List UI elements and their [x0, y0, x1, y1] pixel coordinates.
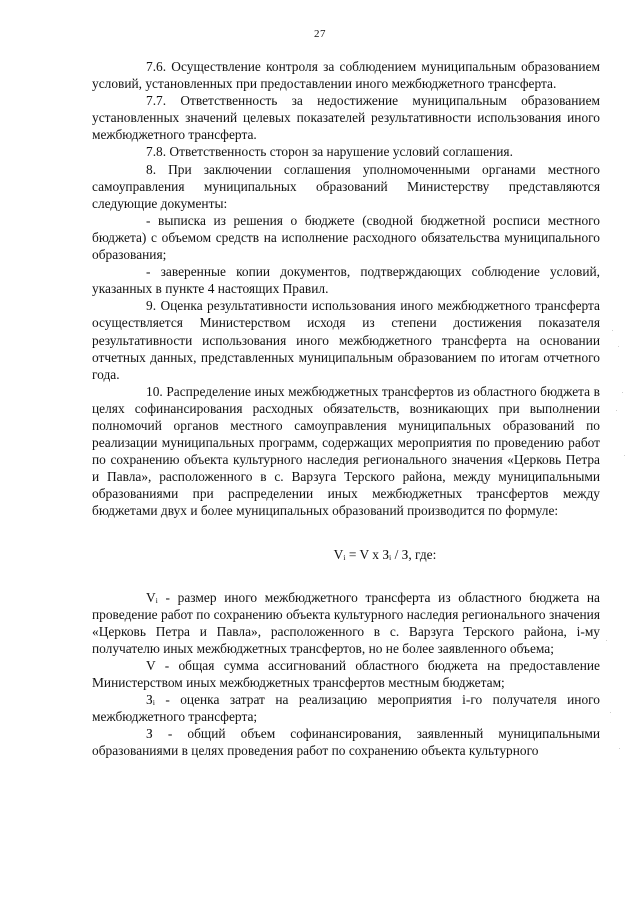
scan-speck: [616, 410, 617, 411]
scan-speck: [618, 346, 619, 347]
list-item-extract: - выписка из решения о бюджете (сводной бюджетной росписи местного бюджета) с объемом средств на исполнение расходного обязательства муниципального образования;: [92, 212, 600, 263]
formula: Vᵢ = V x Зᵢ / З, где:: [333, 546, 437, 562]
paragraph-7-6: 7.6. Осуществление контроля за соблюдением муниципальным образованием условий, установленных при предоставлении иного межбюджетного трансферта.: [92, 59, 600, 92]
scan-speck: [606, 640, 607, 641]
scan-speck: [612, 330, 613, 331]
list-item-certified-copies: - заверенные копии документов, подтверждающих соблюдение условий, указанных в пункте 4 настоящих Правил.: [92, 264, 600, 297]
paragraph-10: 10. Распределение иных межбюджетных трансфертов из областного бюджета в целях софинансирования расходных обязательств, возникающих при выполнении полномочий органов местного самоуправления муниципальных образований по реализации муниципальных программ, содержащих мероприятия по проведению работ по сохранению объекта культурного наследия регионального значения «Церковь Петра и Павла», расположенного в с. Варзуга Терского района, между муниципальными образованиями при распределении иных межбюджетных трансфертов между бюджетами двух и более муниципальных образований производится по формуле:: [92, 383, 600, 519]
paragraph-7-7: 7.7. Ответственность за недостижение муниципальным образованием установленных значений целевых показателей результативности использования иного межбюджетного трансферта.: [92, 93, 600, 143]
scan-speck: [622, 392, 623, 393]
definition-z: З - общий объем софинансирования, заявленный муниципальными образованиями в целях проведения работ по сохранению объекта культурного: [92, 726, 600, 759]
definition-vi: Vᵢ - размер иного межбюджетного трансферта из областного бюджета на проведение работ по сохранению объекта культурного наследия регионального значения «Церковь Петра и Павла», расположенного в с. Варзуга Терского района, i-му получателю иных межбюджетных трансфертов, но не более заявленного объема;: [92, 589, 600, 656]
scan-speck: [624, 455, 625, 456]
scan-speck: [610, 712, 611, 713]
document-body: [92, 58, 600, 760]
scan-speck: [619, 748, 620, 749]
definition-zi: Зᵢ - оценка затрат на реализацию мероприятия i-го получателя иного межбюджетного трансферта;: [92, 692, 600, 725]
paragraph-8: 8. При заключении соглашения уполномоченными органами местного самоуправления муниципальных образований Министерству представляются следующие документы:: [92, 161, 600, 211]
definition-v: V - общая сумма ассигнований областного бюджета на предоставление Министерством иных межбюджетных трансфертов местным бюджетам;: [92, 658, 600, 691]
paragraph-9: 9. Оценка результативности использования иного межбюджетного трансферта осуществляется Министерством исходя из степени достижения показателя результативности использования иного межбюджетного трансферта на основании отчетных данных, представленных муниципальным образованием по итогам отчетного года.: [92, 298, 600, 382]
page-number: 27: [314, 28, 326, 40]
paragraph-7-8: 7.8. Ответственность сторон за нарушение условий соглашения.: [146, 144, 513, 160]
